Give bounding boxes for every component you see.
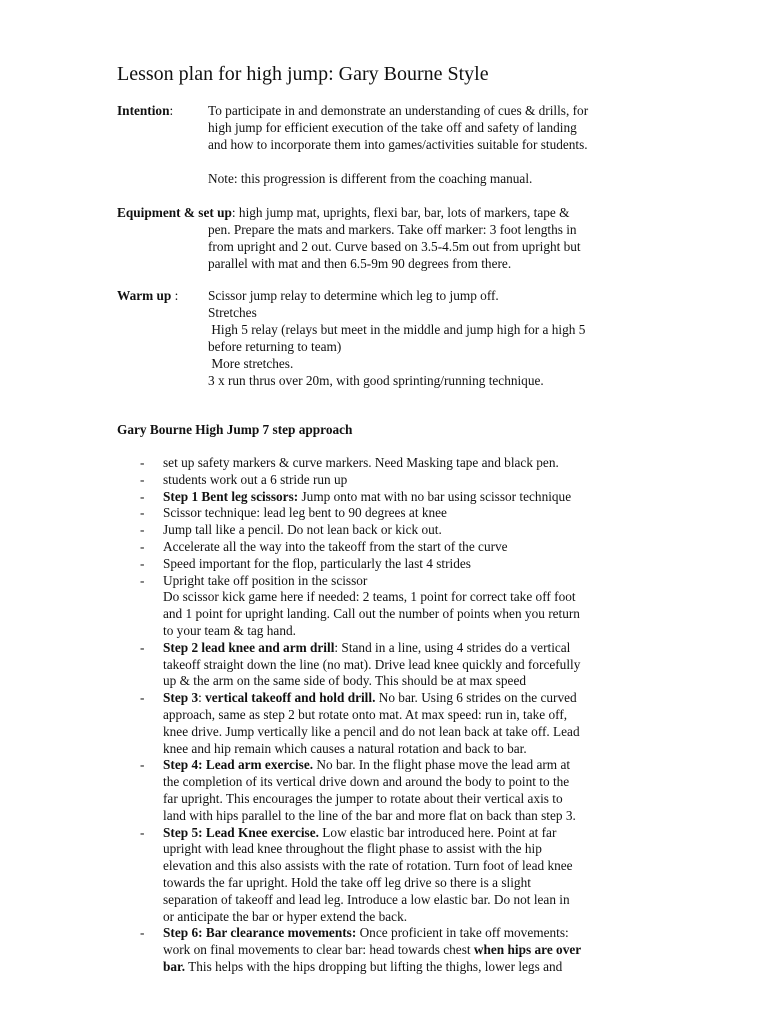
list-item-line <box>163 589 660 606</box>
text: upright with lead knee throughout the flight phase to assist with the hip <box>163 841 542 857</box>
list-item-line <box>163 489 660 506</box>
list-dash: - <box>140 455 145 470</box>
list-item-line <box>163 556 660 573</box>
list-item <box>140 472 660 489</box>
list-item <box>140 825 660 926</box>
intention-note: Note: this progression is different from the coaching manual. <box>208 171 533 186</box>
intention-text <box>208 102 658 187</box>
equipment-line: from upright and 2 out. Curve based on 3.5-4.5m out from upright but <box>208 239 581 254</box>
warmup-line: High 5 relay (relays but meet in the middle and jump high for a high 5 <box>208 322 586 337</box>
text: and 1 point for upright landing. Call out the number of points when you return <box>163 606 580 622</box>
list-item-line <box>163 673 660 690</box>
text: Do scissor kick game here if needed: 2 teams, 1 point for correct take off foot <box>163 589 576 605</box>
list-item-line <box>163 640 660 657</box>
bold-text: Step 2 lead knee and arm drill <box>163 639 335 655</box>
text: elevation and this also assists with the rate of rotation. Turn foot of lead knee <box>163 858 573 874</box>
list-item-line <box>163 858 660 875</box>
list-item-line <box>163 942 660 959</box>
text: Jump onto mat with no bar using scissor technique <box>298 488 572 504</box>
list-item-line <box>163 808 660 825</box>
list-dash: - <box>140 505 145 521</box>
text: land with hips parallel to the line of the bar and more flat on back than step 3. <box>163 807 576 823</box>
list-dash: - <box>140 538 145 554</box>
equipment-section <box>117 204 657 274</box>
list-item-line <box>163 892 660 909</box>
warmup-text <box>208 287 658 389</box>
list-dash: - <box>140 555 145 571</box>
list-item-line <box>163 623 660 640</box>
text: towards the far upright. Hold the take off leg drive so there is a slight <box>163 874 531 890</box>
text: Upright take off position in the scissor <box>163 572 368 588</box>
list-item-line <box>163 791 660 808</box>
list-item <box>140 640 660 690</box>
text: Accelerate all the way into the takeoff from the start of the curve <box>163 538 508 554</box>
bold-text: Step 5: Lead Knee exercise. <box>163 824 319 840</box>
text: Scissor technique: lead leg bent to 90 degrees at knee <box>163 505 447 521</box>
text: set up safety markers & curve markers. Need Masking tape and black pen. <box>163 455 559 470</box>
warmup-line: Scissor jump relay to determine which leg to jump off. <box>208 288 499 303</box>
text: far upright. This encourages the jumper to rotate about their vertical axis to <box>163 790 563 806</box>
list-dash: - <box>140 572 145 588</box>
list-item-line <box>163 724 660 741</box>
bold-text: Step 4: Lead arm exercise. <box>163 757 314 773</box>
intention-line: high jump for efficient execution of the take off and safety of landing <box>208 120 577 135</box>
text: takeoff straight down the line (no mat). Drive lead knee quickly and forcefully <box>163 656 581 672</box>
bold-text: Step 1 Bent leg scissors: <box>163 488 299 504</box>
text: : Stand in a line, using 4 strides do a vertical <box>334 639 571 655</box>
text: : <box>198 690 206 706</box>
text: knee and hip remain which causes a natural rotation and back to bar. <box>163 740 527 756</box>
text: Speed important for the flop, particularly the last 4 strides <box>163 555 471 571</box>
equipment-label: Equipment & set up <box>117 205 232 220</box>
warmup-line: 3 x run thrus over 20m, with good sprinting/running technique. <box>208 373 544 388</box>
intention-section <box>117 102 657 192</box>
text: separation of takeoff and lead leg. Introduce a low elastic bar. Do not lean in <box>163 891 570 907</box>
list-dash: - <box>140 488 145 504</box>
equipment-line: pen. Prepare the mats and markers. Take off marker: 3 foot lengths in <box>208 222 577 237</box>
list-item <box>140 505 660 522</box>
text: No bar. Using 6 strides on the curved <box>375 690 577 706</box>
list-item-line <box>163 741 660 758</box>
intention-line: To participate in and demonstrate an understanding of cues & drills, for <box>208 103 589 118</box>
text: Low elastic bar introduced here. Point at far <box>318 824 557 840</box>
list-dash: - <box>140 522 145 538</box>
list-dash: - <box>140 824 145 840</box>
approach-heading: Gary Bourne High Jump 7 step approach <box>117 422 353 437</box>
list-dash: - <box>140 690 145 706</box>
text: This helps with the hips dropping but lifting the thighs, lower legs and <box>185 958 563 974</box>
text: up & the arm on the same side of body. This should be at max speed <box>163 673 527 689</box>
bold-text: when hips are over <box>473 942 582 958</box>
text: work on final movements to clear bar: head towards chest <box>163 942 474 958</box>
list-item <box>140 690 660 757</box>
list-item-line <box>163 757 660 774</box>
bold-text: bar. <box>163 958 186 974</box>
text: the completion of its vertical drive down and around the body to point to the <box>163 774 570 790</box>
list-item-line <box>163 472 660 489</box>
warmup-line: before returning to team) <box>208 339 342 354</box>
list-item-line <box>163 522 660 539</box>
list-dash: - <box>140 639 145 655</box>
equipment-line: parallel with mat and then 6.5-9m 90 degrees from there. <box>208 256 512 271</box>
list-dash: - <box>140 925 145 941</box>
text: Jump tall like a pencil. Do not lean back or kick out. <box>163 522 442 538</box>
intention-label: Intention: <box>117 103 174 118</box>
list-item <box>140 573 660 640</box>
list-item <box>140 522 660 539</box>
list-item-line <box>163 539 660 556</box>
list-item-line <box>163 707 660 724</box>
list-item-line <box>163 573 660 590</box>
list-item-line <box>163 657 660 674</box>
list-item-line <box>163 925 660 942</box>
warmup-line: More stretches. <box>208 356 294 371</box>
text: or anticipate the bar or hyper extend the back. <box>163 908 408 924</box>
list-item <box>140 556 660 573</box>
text: No bar. In the flight phase move the lead arm at <box>313 757 571 773</box>
page-title: Lesson plan for high jump: Gary Bourne Style <box>117 63 489 85</box>
warmup-section <box>117 287 657 391</box>
approach-list <box>140 455 660 976</box>
list-item-line <box>163 774 660 791</box>
equipment-first-line <box>117 204 569 221</box>
text: knee drive. Jump vertically like a pencil and do not lean back at take off. Lead <box>163 723 580 739</box>
list-dash: - <box>140 757 145 773</box>
bold-text: vertical takeoff and hold drill. <box>205 690 376 706</box>
list-item-line <box>163 825 660 842</box>
list-item-line <box>163 875 660 892</box>
text: Once proficient in take off movements: <box>356 925 569 941</box>
list-item <box>140 757 660 824</box>
text: to your team & tag hand. <box>163 622 296 638</box>
bold-text: Step 6: Bar clearance movements: <box>163 925 357 941</box>
equipment-first-line-text: : high jump mat, uprights, flexi bar, bar, lots of markers, tape & <box>231 205 570 220</box>
list-item <box>140 489 660 506</box>
bold-text: Step 3 <box>163 690 199 706</box>
list-item-line <box>163 505 660 522</box>
equipment-text <box>208 221 658 272</box>
list-item <box>140 539 660 556</box>
list-item-line <box>163 841 660 858</box>
list-item-line <box>163 959 660 976</box>
text: approach, same as step 2 but rotate onto mat. At max speed: run in, take off, <box>163 706 568 722</box>
list-item-line <box>163 455 660 472</box>
list-item-line <box>163 690 660 707</box>
list-dash: - <box>140 471 145 487</box>
list-item-line <box>163 909 660 926</box>
warmup-line: Stretches <box>208 305 257 320</box>
list-item <box>140 925 660 975</box>
list-item <box>140 455 660 472</box>
warmup-label: Warm up : <box>117 288 179 303</box>
intention-line: and how to incorporate them into games/activities suitable for students. <box>208 137 588 152</box>
text: students work out a 6 stride run up <box>163 471 348 487</box>
list-item-line <box>163 606 660 623</box>
